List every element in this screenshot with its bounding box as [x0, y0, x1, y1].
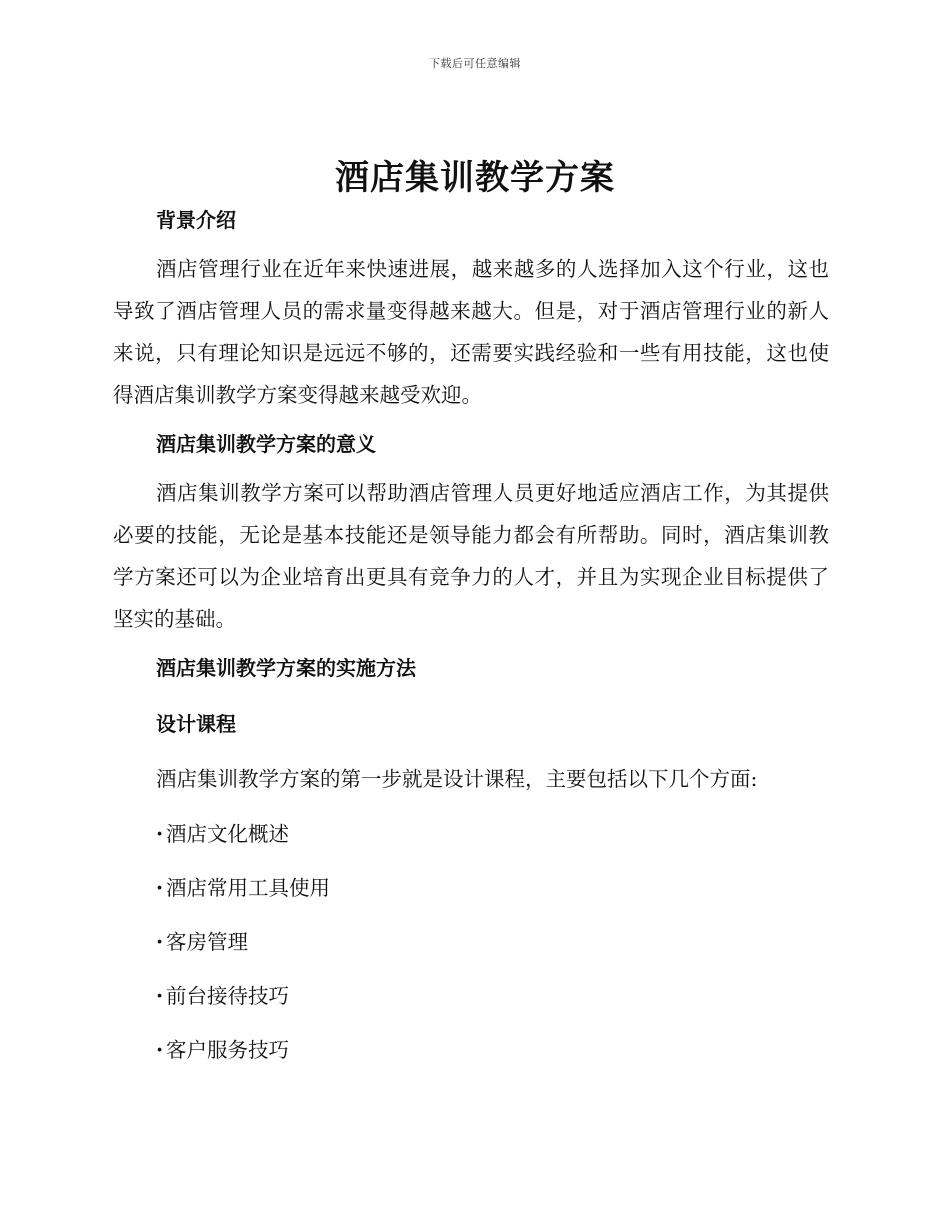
section-heading-course-design: 设计课程: [156, 712, 236, 736]
list-item-text: 酒店文化概述: [166, 822, 289, 846]
paragraph-course-intro: 酒店集训教学方案的第一步就是设计课程，主要包括以下几个方面:: [156, 767, 758, 791]
list-item-text: 客户服务技巧: [166, 1038, 289, 1062]
section-heading-background: 背景介绍: [156, 208, 236, 232]
list-item: [113, 868, 829, 908]
bullet-glyph: ·: [156, 1038, 164, 1062]
paragraph-background: 酒店管理行业在近年来快速进展，越来越多的人选择加入这个行业，这也导致了酒店管理人员的需求量变得越来越大。但是，对于酒店管理行业的新人来说，只有理论知识是远远不够的，还需要实践经验和一些有用技能，这也使得酒店集训教学方案变得越来越受欢迎。: [113, 257, 829, 407]
document-body: [113, 200, 829, 1070]
document-title: 酒店集训教学方案: [335, 158, 615, 198]
list-item: [113, 976, 829, 1016]
list-item-text: 前台接待技巧: [166, 984, 289, 1008]
header-note: 下载后可任意编辑: [429, 57, 521, 70]
course-topics-list: [113, 814, 829, 1070]
list-item: [113, 1030, 829, 1070]
bullet-glyph: ·: [156, 930, 164, 954]
list-item: [113, 922, 829, 962]
list-item-text: 客房管理: [166, 930, 248, 954]
section-heading-implementation: 酒店集训教学方案的实施方法: [156, 656, 416, 680]
bullet-glyph: ·: [156, 984, 164, 1008]
paragraph-significance: 酒店集训教学方案可以帮助酒店管理人员更好地适应酒店工作，为其提供必要的技能，无论是基本技能还是领导能力都会有所帮助。同时，酒店集训教学方案还可以为企业培育出更具有竞争力的人才，并且为实现企业目标提供了坚实的基础。: [113, 481, 829, 631]
bullet-glyph: ·: [156, 876, 164, 900]
list-item-text: 酒店常用工具使用: [166, 876, 330, 900]
list-item: [113, 814, 829, 854]
bullet-glyph: ·: [156, 822, 164, 846]
section-heading-significance: 酒店集训教学方案的意义: [156, 432, 376, 456]
